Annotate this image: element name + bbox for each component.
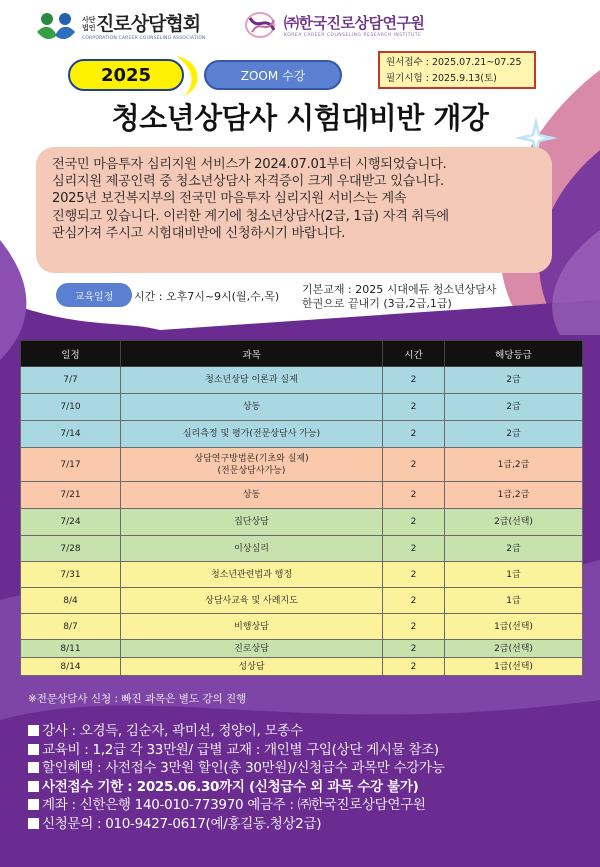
- registration-date: 원서접수 : 2025.07.21~07.25: [386, 57, 522, 68]
- association-logo-subtitle: CORPORATION CAREER COUNSELING ASSOCIATION: [82, 36, 206, 41]
- cell-subject: 진로상담: [121, 640, 383, 658]
- schedule-badge: 교육일정: [56, 283, 132, 307]
- association-logo-icon: [34, 8, 78, 42]
- header-grade: 해당등급: [445, 341, 583, 367]
- specialist-note: ※전문상담사 신청 : 빠진 과목은 별도 강의 진행: [28, 693, 247, 705]
- intro-line: 진행되고 있습니다. 이러한 계기에 청소년상담사(2급, 1급) 자격 취득에: [52, 208, 449, 224]
- association-logo: [34, 8, 206, 42]
- header-subject: 과목: [121, 341, 383, 367]
- cell-subject: 청소년상담 이론과 실제: [121, 367, 383, 394]
- cell-hours: 2: [383, 562, 445, 588]
- info-line: 할인혜택 : 사전접수 3만원 할인(총 30만원)/신청급수 과목만 수강가능: [28, 759, 445, 778]
- main-title: 청소년상담사 시험대비반 개강: [111, 101, 489, 135]
- table-row: [21, 536, 583, 562]
- intro-line: 2025년 보건복지부의 전국민 마음투자 심리지원 서비스는 계속: [52, 191, 407, 207]
- info-list: [28, 722, 445, 834]
- cell-grade: 1급,2급: [445, 482, 583, 509]
- cell-subject: 심리측정 및 평가(전문상담사 가능): [121, 421, 383, 448]
- cell-subject-line: 상담연구방법론(기초와 실제): [194, 453, 309, 464]
- bullet-square-icon: [28, 744, 39, 755]
- year-badge: 2025: [68, 59, 184, 91]
- cell-grade: 1급: [445, 562, 583, 588]
- table-row: [21, 509, 583, 536]
- cell-grade: 2급: [445, 536, 583, 562]
- cell-date: 7/21: [21, 482, 121, 509]
- association-logo-name: 진로상담협회: [96, 13, 201, 35]
- table-row: [21, 367, 583, 394]
- cell-date: 7/14: [21, 421, 121, 448]
- institute-logo-name: ㈜한국진로상담연구원: [284, 14, 425, 32]
- cell-subject: 비행상담: [121, 614, 383, 640]
- textbook-line-1: 기본교재 : 2025 시대에듀 청소년상담사: [302, 283, 497, 296]
- table-row: [21, 562, 583, 588]
- table-row: [21, 658, 583, 676]
- association-logo-prefix: 사단법인: [82, 16, 96, 32]
- info-line: 교육비 : 1,2급 각 33만원/ 급별 교재 : 개인별 구입(상단 게시물 참조): [28, 741, 445, 760]
- cell-hours: 2: [383, 536, 445, 562]
- cell-grade: 2급: [445, 394, 583, 421]
- cell-grade: 2급(선택): [445, 509, 583, 536]
- exam-date: 필기시험 : 2025.9.13(토): [386, 73, 497, 84]
- table-header-row: [21, 341, 583, 367]
- cell-subject-line: (전문상담사가능): [217, 465, 286, 476]
- cell-date: 7/17: [21, 448, 121, 482]
- info-line: 강사 : 오경득, 김순자, 곽미선, 정양이, 모종수: [28, 722, 445, 741]
- cell-date: 8/14: [21, 658, 121, 676]
- bullet-square-icon: [28, 818, 39, 829]
- table-row: [21, 394, 583, 421]
- cell-date: 7/10: [21, 394, 121, 421]
- cell-hours: 2: [383, 658, 445, 676]
- cell-grade: 2급: [445, 367, 583, 394]
- textbook-line-2: 한권으로 끝내기 (3급,2급,1급): [302, 297, 452, 310]
- header-date: 일정: [21, 341, 121, 367]
- cell-subject: 상동: [121, 394, 383, 421]
- cell-subject: 상동: [121, 482, 383, 509]
- cell-date: 8/4: [21, 588, 121, 614]
- cell-hours: 2: [383, 640, 445, 658]
- table-row: [21, 640, 583, 658]
- intro-box: [36, 147, 552, 273]
- cell-hours: 2: [383, 394, 445, 421]
- cell-grade: 1급(선택): [445, 614, 583, 640]
- cell-hours: 2: [383, 509, 445, 536]
- cell-date: 7/24: [21, 509, 121, 536]
- info-line: 신청문의 : 010-9427-0617(예/홍길동.청상2급): [28, 815, 445, 834]
- bullet-square-icon: [28, 799, 39, 810]
- cell-subject: 성상담: [121, 658, 383, 676]
- institute-logo-icon: [244, 10, 280, 40]
- schedule-time: 시간 : 오후7시~9시(월,수,목): [134, 290, 280, 303]
- info-line: 사전접수 기한 : 2025.06.30까지 (신청급수 외 과목 수강 불가): [28, 778, 445, 797]
- cell-hours: 2: [383, 588, 445, 614]
- cell-hours: 2: [383, 367, 445, 394]
- intro-line: 심리지원 제공인력 중 청소년상담사 자격증이 크게 우대받고 있습니다.: [52, 174, 444, 190]
- cell-date: 7/7: [21, 367, 121, 394]
- header-hours: 시간: [383, 341, 445, 367]
- cell-date: 7/31: [21, 562, 121, 588]
- cell-date: 8/7: [21, 614, 121, 640]
- bullet-square-icon: [28, 781, 39, 792]
- cell-hours: 2: [383, 614, 445, 640]
- table-row: [21, 614, 583, 640]
- cell-subject: 이상심리: [121, 536, 383, 562]
- cell-hours: 2: [383, 448, 445, 482]
- cell-grade: 2급(선택): [445, 640, 583, 658]
- cell-subject: 청소년관련법과 행정: [121, 562, 383, 588]
- intro-line: 관심가져 주시고 시험대비반에 신청하시기 바랍니다.: [52, 225, 346, 241]
- cell-grade: 1급,2급: [445, 448, 583, 482]
- bullet-square-icon: [28, 762, 39, 773]
- cell-hours: 2: [383, 421, 445, 448]
- cell-date: 8/11: [21, 640, 121, 658]
- zoom-badge: ZOOM 수강: [204, 60, 342, 90]
- textbook-info: [302, 283, 496, 311]
- institute-logo-subtitle: KOREA CAREER COUNSELING RESEARCH INSTITUTE: [284, 33, 422, 38]
- cell-grade: 1급(선택): [445, 658, 583, 676]
- exam-dates-box: [378, 51, 536, 89]
- cell-subject: [121, 448, 383, 482]
- cell-subject: 상담사교육 및 사례지도: [121, 588, 383, 614]
- cell-grade: 2급: [445, 421, 583, 448]
- cell-grade: 1급: [445, 588, 583, 614]
- info-line: 계좌 : 신한은행 140-010-773970 예금주 : ㈜한국진로상담연구원: [28, 796, 445, 815]
- schedule-table: [20, 340, 583, 676]
- bullet-square-icon: [28, 725, 39, 736]
- table-row: [21, 448, 583, 482]
- cell-hours: 2: [383, 482, 445, 509]
- table-row: [21, 482, 583, 509]
- cell-subject: 집단상담: [121, 509, 383, 536]
- cell-date: 7/28: [21, 536, 121, 562]
- intro-line: 전국민 마음투자 심리지원 서비스가 2024.07.01부터 시행되었습니다.: [52, 157, 447, 172]
- institute-logo: [244, 10, 424, 40]
- table-row: [21, 588, 583, 614]
- table-row: [21, 421, 583, 448]
